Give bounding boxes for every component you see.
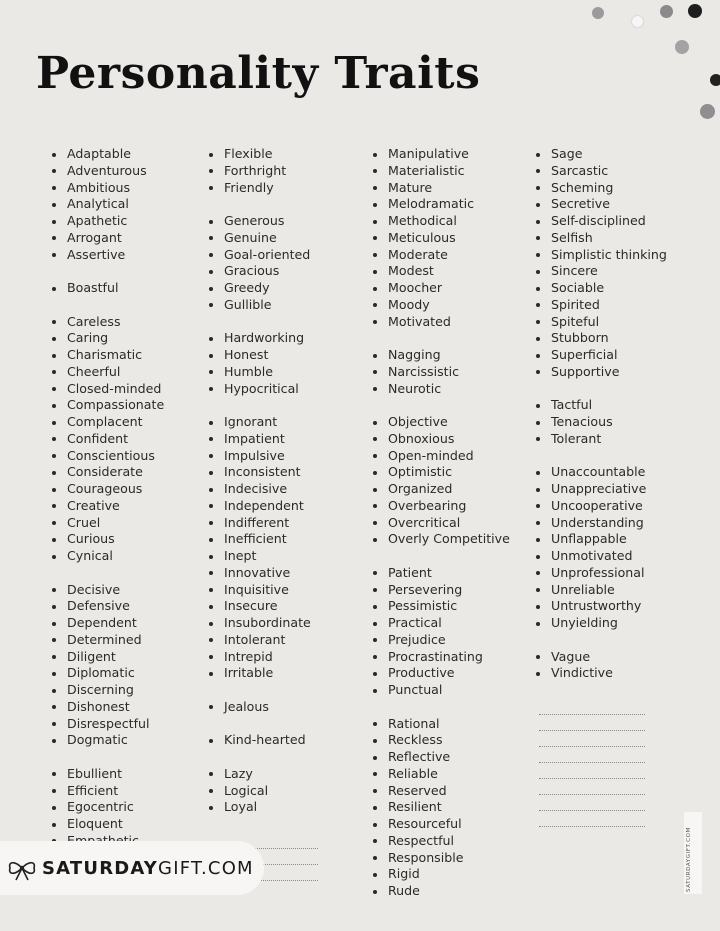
trait-item: Overbearing <box>373 498 510 515</box>
trait-item: Diplomatic <box>52 665 164 682</box>
trait-item: Loyal <box>209 799 318 816</box>
trait-item: Productive <box>373 665 510 682</box>
blank-write-in-line <box>539 731 645 747</box>
group-spacer <box>209 816 318 833</box>
trait-item: Respectful <box>373 833 510 850</box>
trait-item: Ambitious <box>52 180 164 197</box>
confetti-dot <box>710 74 720 86</box>
trait-item: Moocher <box>373 280 510 297</box>
trait-item: Cheerful <box>52 364 164 381</box>
trait-item: Arrogant <box>52 230 164 247</box>
trait-item: Tolerant <box>536 431 667 448</box>
trait-item: Secretive <box>536 196 667 213</box>
trait-item: Sociable <box>536 280 667 297</box>
trait-item: Irritable <box>209 665 318 682</box>
trait-item: Goal-oriented <box>209 247 318 264</box>
trait-item: Impulsive <box>209 448 318 465</box>
trait-item: Unappreciative <box>536 481 667 498</box>
trait-item: Untrustworthy <box>536 598 667 615</box>
trait-item: Closed-minded <box>52 381 164 398</box>
trait-item: Materialistic <box>373 163 510 180</box>
trait-column-1 <box>52 146 164 850</box>
trait-item: Greedy <box>209 280 318 297</box>
trait-item: Procrastinating <box>373 649 510 666</box>
trait-item: Unprofessional <box>536 565 667 582</box>
trait-item: Self-disciplined <box>536 213 667 230</box>
trait-item: Overcritical <box>373 515 510 532</box>
blank-write-in-line <box>539 699 645 715</box>
trait-item: Flexible <box>209 146 318 163</box>
group-spacer <box>373 330 510 347</box>
trait-item: Generous <box>209 213 318 230</box>
trait-item: Moderate <box>373 247 510 264</box>
trait-item: Tactful <box>536 397 667 414</box>
confetti-dot <box>660 5 673 18</box>
page-title: Personality Traits <box>36 48 481 99</box>
trait-item: Reckless <box>373 732 510 749</box>
trait-item: Narcissistic <box>373 364 510 381</box>
trait-item: Scheming <box>536 180 667 197</box>
trait-item: Humble <box>209 364 318 381</box>
trait-item: Insecure <box>209 598 318 615</box>
group-spacer <box>536 682 667 699</box>
trait-item: Jealous <box>209 699 318 716</box>
trait-item: Gullible <box>209 297 318 314</box>
trait-item: Dependent <box>52 615 164 632</box>
trait-item: Rigid <box>373 866 510 883</box>
trait-item: Egocentric <box>52 799 164 816</box>
trait-item: Rational <box>373 716 510 733</box>
trait-item: Insubordinate <box>209 615 318 632</box>
group-spacer <box>209 682 318 699</box>
trait-item: Sage <box>536 146 667 163</box>
group-spacer <box>373 397 510 414</box>
trait-item: Considerate <box>52 464 164 481</box>
trait-item: Decisive <box>52 582 164 599</box>
trait-item: Vindictive <box>536 665 667 682</box>
trait-item: Selfish <box>536 230 667 247</box>
trait-item: Cynical <box>52 548 164 565</box>
trait-item: Sarcastic <box>536 163 667 180</box>
trait-item: Indecisive <box>209 481 318 498</box>
trait-item: Neurotic <box>373 381 510 398</box>
trait-item: Careless <box>52 314 164 331</box>
trait-item: Ignorant <box>209 414 318 431</box>
trait-item: Inefficient <box>209 531 318 548</box>
trait-item: Disrespectful <box>52 716 164 733</box>
trait-item: Organized <box>373 481 510 498</box>
trait-item: Creative <box>52 498 164 515</box>
trait-item: Intrepid <box>209 649 318 666</box>
group-spacer <box>209 749 318 766</box>
trait-item: Supportive <box>536 364 667 381</box>
group-spacer <box>536 381 667 398</box>
trait-item: Unaccountable <box>536 464 667 481</box>
trait-item: Conscientious <box>52 448 164 465</box>
group-spacer <box>209 716 318 733</box>
trait-item: Unmotivated <box>536 548 667 565</box>
trait-item: Charismatic <box>52 347 164 364</box>
trait-item: Punctual <box>373 682 510 699</box>
bow-icon <box>2 848 42 888</box>
trait-item: Complacent <box>52 414 164 431</box>
trait-item: Spirited <box>536 297 667 314</box>
trait-item: Compassionate <box>52 397 164 414</box>
trait-item: Caring <box>52 330 164 347</box>
trait-item: Meticulous <box>373 230 510 247</box>
trait-item: Logical <box>209 783 318 800</box>
brand-logo <box>0 841 264 895</box>
trait-item: Manipulative <box>373 146 510 163</box>
trait-item: Defensive <box>52 598 164 615</box>
trait-item: Unreliable <box>536 582 667 599</box>
trait-column-2 <box>209 146 318 881</box>
trait-item: Superficial <box>536 347 667 364</box>
trait-item: Independent <box>209 498 318 515</box>
trait-item: Understanding <box>536 515 667 532</box>
trait-item: Eloquent <box>52 816 164 833</box>
trait-item: Gracious <box>209 263 318 280</box>
trait-item: Inept <box>209 548 318 565</box>
blank-write-in-line <box>539 779 645 795</box>
trait-item: Hardworking <box>209 330 318 347</box>
trait-item: Courageous <box>52 481 164 498</box>
trait-item: Adaptable <box>52 146 164 163</box>
trait-item: Overly Competitive <box>373 531 510 548</box>
trait-item: Vague <box>536 649 667 666</box>
group-spacer <box>52 263 164 280</box>
trait-item: Determined <box>52 632 164 649</box>
trait-item: Unflappable <box>536 531 667 548</box>
group-spacer <box>209 314 318 331</box>
blank-write-in-line <box>539 811 645 827</box>
trait-item: Melodramatic <box>373 196 510 213</box>
trait-item: Efficient <box>52 783 164 800</box>
trait-item: Pessimistic <box>373 598 510 615</box>
trait-item: Reflective <box>373 749 510 766</box>
trait-item: Spiteful <box>536 314 667 331</box>
trait-item: Cruel <box>52 515 164 532</box>
confetti-dot <box>592 7 604 19</box>
group-spacer <box>52 297 164 314</box>
trait-item: Mature <box>373 180 510 197</box>
trait-item: Inconsistent <box>209 464 318 481</box>
trait-item: Prejudice <box>373 632 510 649</box>
confetti-dot <box>700 104 715 119</box>
group-spacer <box>209 397 318 414</box>
blank-write-in-line <box>539 747 645 763</box>
trait-item: Apathetic <box>52 213 164 230</box>
trait-item: Impatient <box>209 431 318 448</box>
trait-item: Assertive <box>52 247 164 264</box>
trait-item: Hypocritical <box>209 381 318 398</box>
trait-item: Stubborn <box>536 330 667 347</box>
trait-item: Friendly <box>209 180 318 197</box>
confetti-dot <box>632 16 643 27</box>
trait-item: Reserved <box>373 783 510 800</box>
trait-item: Honest <box>209 347 318 364</box>
trait-item: Moody <box>373 297 510 314</box>
trait-item: Responsible <box>373 850 510 867</box>
group-spacer <box>373 548 510 565</box>
trait-item: Practical <box>373 615 510 632</box>
brand-wordmark-light: GIFT.COM <box>158 857 254 879</box>
trait-item: Ebullient <box>52 766 164 783</box>
group-spacer <box>52 565 164 582</box>
trait-item: Adventurous <box>52 163 164 180</box>
trait-item: Open-minded <box>373 448 510 465</box>
trait-item: Confident <box>52 431 164 448</box>
group-spacer <box>52 749 164 766</box>
trait-item: Unyielding <box>536 615 667 632</box>
group-spacer <box>536 632 667 649</box>
group-spacer <box>373 699 510 716</box>
group-spacer <box>536 448 667 465</box>
trait-item: Dishonest <box>52 699 164 716</box>
brand-wordmark-bold: SATURDAY <box>42 857 159 879</box>
trait-item: Diligent <box>52 649 164 666</box>
trait-item: Tenacious <box>536 414 667 431</box>
trait-item: Methodical <box>373 213 510 230</box>
blank-write-in-line <box>539 763 645 779</box>
trait-item: Intolerant <box>209 632 318 649</box>
blank-write-in-line <box>539 795 645 811</box>
blank-write-in-line <box>539 715 645 731</box>
trait-item: Patient <box>373 565 510 582</box>
trait-item: Persevering <box>373 582 510 599</box>
trait-item: Rude <box>373 883 510 900</box>
trait-item: Lazy <box>209 766 318 783</box>
confetti-dot <box>675 40 689 54</box>
trait-item: Resourceful <box>373 816 510 833</box>
trait-item: Simplistic thinking <box>536 247 667 264</box>
trait-item: Kind-hearted <box>209 732 318 749</box>
trait-item: Obnoxious <box>373 431 510 448</box>
trait-item: Resilient <box>373 799 510 816</box>
trait-item: Innovative <box>209 565 318 582</box>
trait-item: Curious <box>52 531 164 548</box>
trait-item: Nagging <box>373 347 510 364</box>
trait-item: Indifferent <box>209 515 318 532</box>
trait-item: Uncooperative <box>536 498 667 515</box>
trait-item: Sincere <box>536 263 667 280</box>
trait-item: Analytical <box>52 196 164 213</box>
trait-item: Genuine <box>209 230 318 247</box>
trait-item: Objective <box>373 414 510 431</box>
trait-item: Motivated <box>373 314 510 331</box>
trait-item: Reliable <box>373 766 510 783</box>
confetti-dot <box>688 4 702 18</box>
trait-column-4 <box>536 146 667 827</box>
side-brand-text: SATURDAYGIFT.COM <box>686 827 692 892</box>
trait-column-3 <box>373 146 510 900</box>
trait-item: Inquisitive <box>209 582 318 599</box>
trait-item: Forthright <box>209 163 318 180</box>
trait-item: Modest <box>373 263 510 280</box>
brand-wordmark <box>42 858 254 879</box>
trait-item: Dogmatic <box>52 732 164 749</box>
group-spacer <box>209 196 318 213</box>
trait-item: Boastful <box>52 280 164 297</box>
trait-item: Optimistic <box>373 464 510 481</box>
trait-item: Discerning <box>52 682 164 699</box>
